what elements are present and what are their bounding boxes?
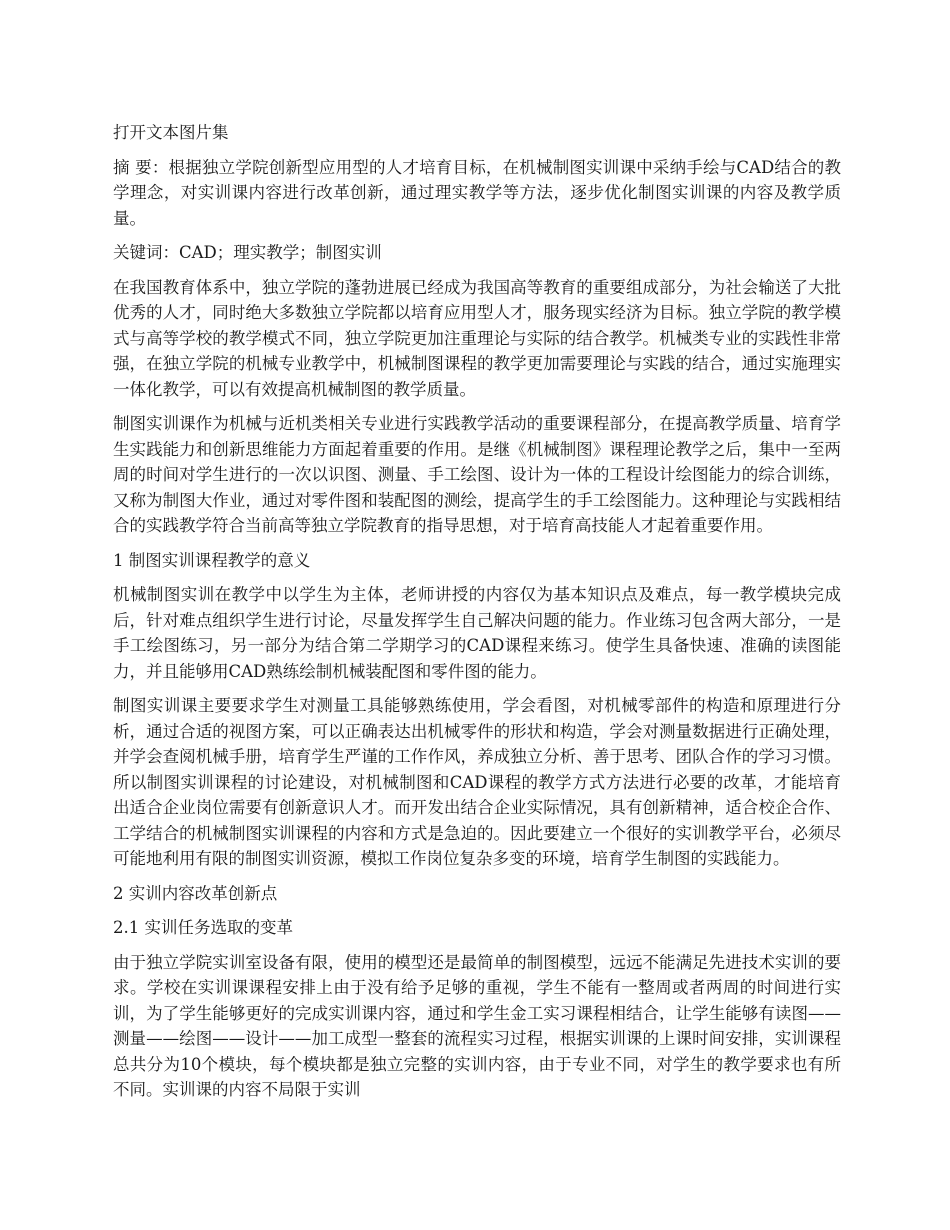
intro-paragraph-1: 在我国教育体系中，独立学院的蓬勃进展已经成为我国高等教育的重要组成部分，为社会输送了大批优秀的人才，同时绝大多数独立学院都以培育应用型人才，服务现实经济为目标。独立学院的教学模式与高等学校的教学模式不同，独立学院更加注重理论与实际的结合教学。机械类专业的实践性非常强，在独立学院的机械专业教学中，机械制图课程的教学更加需要理论与实践的结合，通过实施理实一体化教学，可以有效提高机械制图的教学质量。: [113, 277, 841, 399]
section-1-heading: 1 制图实训课程教学的意义: [113, 550, 311, 570]
section-2-1-paragraph-1: 由于独立学院实训室设备有限，使用的模型还是最简单的制图模型，远远不能满足先进技术实训的要求。学校在实训课课程安排上由于没有给予足够的重视，学生不能有一整周或者两周的时间进行实训，为了学生能够更好的完成实训课内容，通过和学生金工实习课程相结合，让学生能够有读图——测量——绘图——设计——加工成型一整套的流程实习过程，根据实训课的上课时间安排，实训课程总共分为10个模块，每个模块都是独立完整的实训内容，由于专业不同，对学生的教学要求也有所不同。实训课的内容不局限于实训: [113, 952, 841, 1099]
section-2-heading: 2 实训内容改革创新点: [113, 883, 278, 903]
section-1-paragraph-1: 机械制图实训在教学中以学生为主体，老师讲授的内容仅为基本知识点及难点，每一教学模块完成后，针对难点组织学生进行讨论，尽量发挥学生自己解决问题的能力。作业练习包含两大部分，一是手工绘图练习，另一部分为结合第二学期学习的CAD课程来练习。使学生具备快速、准确的读图能力，并且能够用CAD熟练绘制机械装配图和零件图的能力。: [113, 585, 841, 681]
abstract-paragraph: 摘 要：根据独立学院创新型应用型的人才培育目标，在机械制图实训课中采纳手绘与CAD结合的教学理念，对实训课内容进行改革创新，通过理实教学等方法，逐步优化制图实训课的内容及教学质量。: [113, 157, 841, 228]
intro-paragraph-2: 制图实训课作为机械与近机类相关专业进行实践教学活动的重要课程部分，在提高教学质量、培育学生实践能力和创新思维能力方面起着重要的作用。是继《机械制图》课程理论教学之后，集中一至两周的时间对学生进行的一次以识图、测量、手工绘图、设计为一体的工程设计绘图能力的综合训练，又称为制图大作业，通过对零件图和装配图的测绘，提高学生的手工绘图能力。这种理论与实践相结合的实践教学符合当前高等独立学院教育的指导思想，对于培育高技能人才起着重要作用。: [113, 414, 841, 535]
document-title: 打开文本图片集: [113, 123, 229, 142]
document-page: [113, 120, 841, 1112]
keywords-line: 关键词：CAD；理实教学；制图实训: [113, 243, 382, 262]
section-2-1-heading: 2.1 实训任务选取的变革: [113, 918, 293, 937]
section-1-paragraph-2: 制图实训课主要要求学生对测量工具能够熟练使用，学会看图，对机械零部件的构造和原理进行分析，通过合适的视图方案，可以正确表达出机械零件的形状和构造，学会对测量数据进行正确处理，并学会查阅机械手册，培育学生严谨的工作作风，养成独立分析、善于思考、团队合作的学习习惯。所以制图实训课程的讨论建设，对机械制图和CAD课程的教学方式方法进行必要的改革，才能培育出适合企业岗位需要有创新意识人才。而开发出结合企业实际情况，具有创新精神，适合校企合作、工学结合的机械制图实训课程的内容和方式是急迫的。因此要建立一个很好的实训教学平台，必须尽可能地利用有限的制图实训资源，模拟工作岗位复杂多变的环境，培育学生制图的实践能力。: [113, 696, 841, 868]
